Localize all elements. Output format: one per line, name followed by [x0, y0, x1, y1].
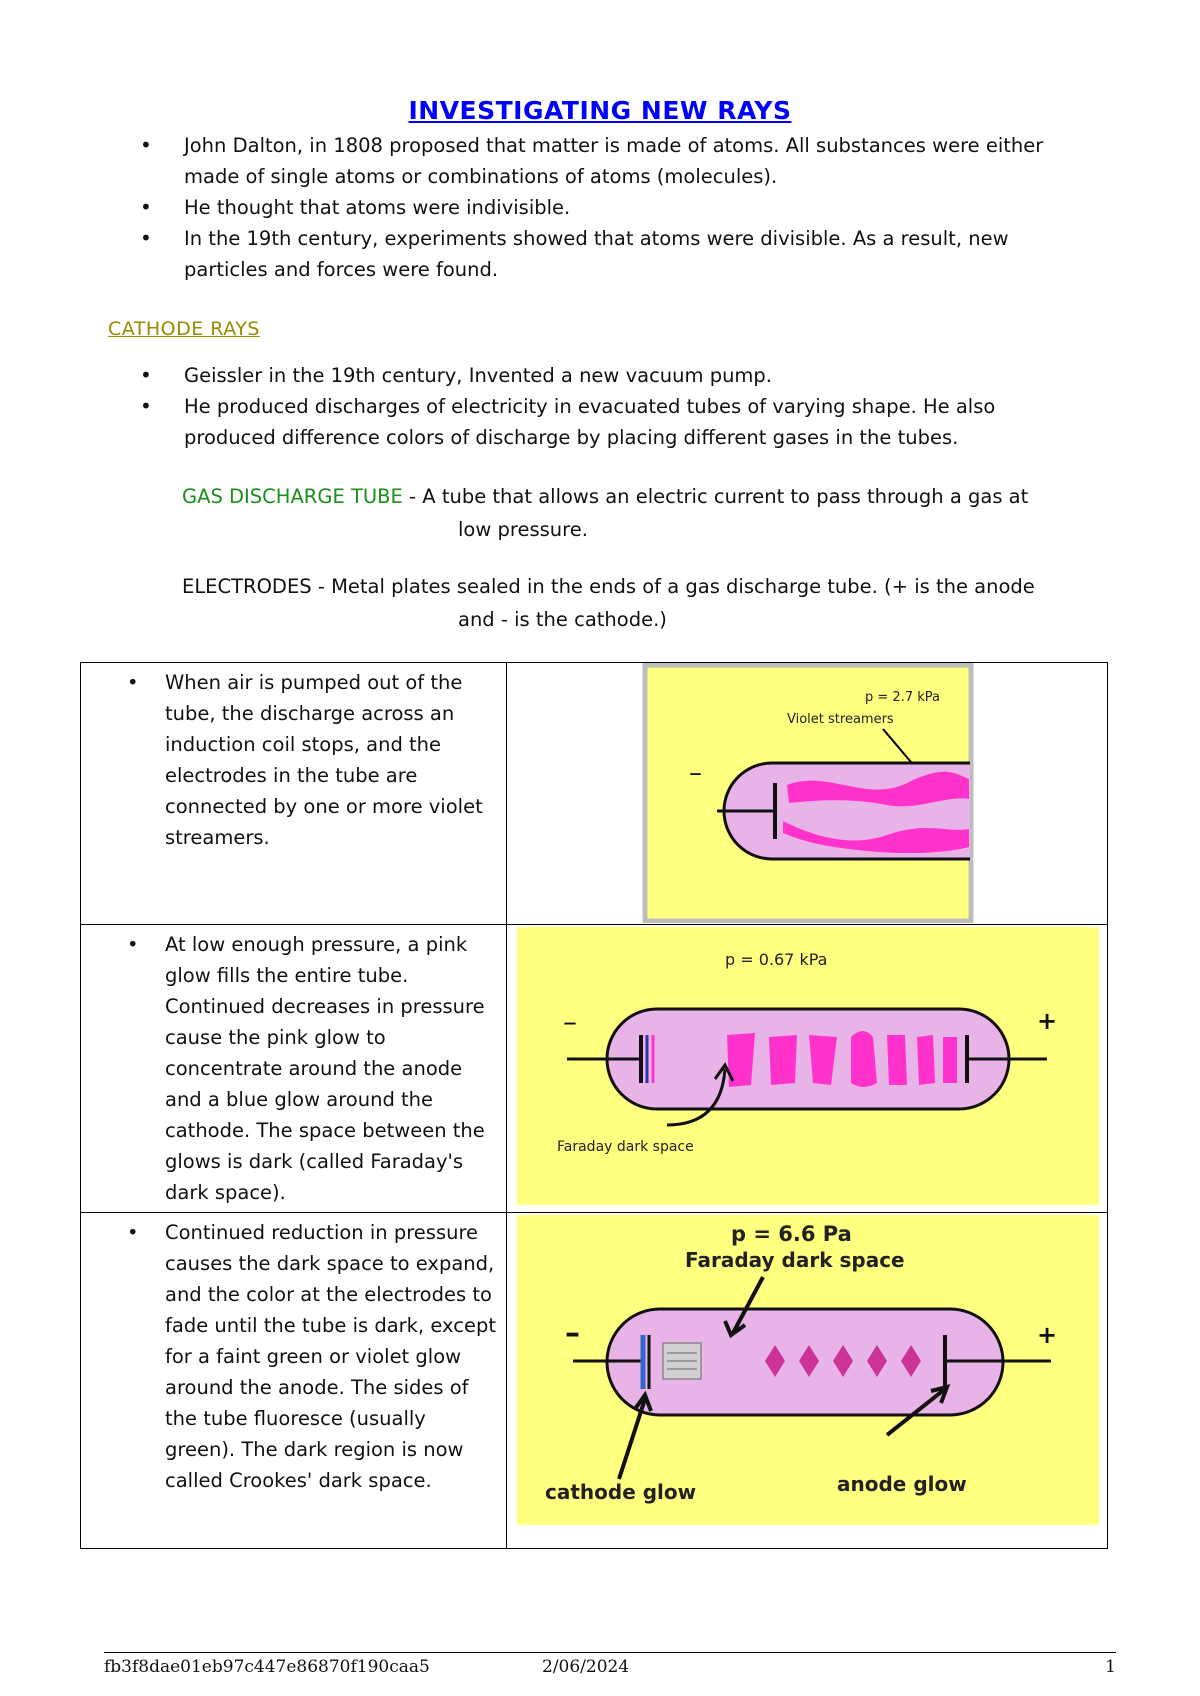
figure-3-label-left: cathode glow: [545, 1480, 697, 1504]
table-cell-figure: [507, 663, 1108, 925]
table-row: [81, 663, 1108, 925]
discharge-table: [80, 662, 1108, 1549]
figure-3-label: Faraday dark space: [685, 1248, 905, 1272]
table-cell-figure: [507, 1213, 1108, 1549]
table-cell-figure: [507, 925, 1108, 1213]
gas-discharge-tube-text-2: low pressure.: [458, 518, 588, 541]
gas-discharge-tube-definition: [182, 480, 1122, 546]
row-2-text: • At low enough pressure, a pink glow fills the entire tube. Continued decreases in pressure cause the pink glow to concentrate around the anode and a blue glow around the cathode. The space between the glows is dark (called Faraday's dark space).: [81, 925, 506, 1208]
footer-date: 2/06/2024: [542, 1657, 630, 1677]
figure-violet-streamers: [507, 663, 1107, 923]
intro-bullet-2: • He thought that atoms were indivisible.: [140, 192, 1090, 223]
figure-1-pressure: p = 2.7 kPa: [865, 690, 940, 705]
gas-discharge-tube-term: GAS DISCHARGE TUBE: [182, 485, 403, 508]
figure-1-label: Violet streamers: [787, 712, 894, 727]
figure-3-plus: +: [1037, 1321, 1058, 1349]
figure-crookes-dark-space: [507, 1213, 1107, 1547]
table-row: [81, 925, 1108, 1213]
row-3-text: • Continued reduction in pressure causes the dark space to expand, and the color at the electrodes to fade until the tube is dark, except for a faint green or violet glow around the anode. The sides of the tube fluoresce (usually green). The dark region is now called Crookes' dark space.: [81, 1213, 506, 1496]
cathode-bullet-1: • Geissler in the 19th century, Invented a new vacuum pump.: [140, 360, 1090, 391]
page-title: INVESTIGATING NEW RAYS: [408, 96, 792, 125]
page-footer: [104, 1652, 1116, 1677]
figure-3-minus: –: [565, 1316, 580, 1351]
electrodes-text: ELECTRODES - Metal plates sealed in the ends of a gas discharge tube. (+ is the anode: [182, 575, 1035, 598]
figure-3-label-right: anode glow: [837, 1472, 967, 1496]
section-heading: CATHODE RAYS: [108, 318, 260, 340]
definition-dash: -: [402, 485, 423, 508]
intro-bullet-list: [140, 130, 1090, 285]
cathode-bullet-list: [140, 360, 1090, 453]
row-1-text: • When air is pumped out of the tube, the discharge across an induction coil stops, and the electrodes in the tube are connected by one or more violet streamers.: [81, 663, 506, 853]
cathode-bullet-2: • He produced discharges of electricity in evacuated tubes of varying shape. He also produced difference colors of discharge by placing different gases in the tubes.: [140, 391, 1090, 453]
footer-doc-id: fb3f8dae01eb97c447e86870f190caa5: [104, 1657, 430, 1677]
table-cell-text: [81, 1213, 507, 1549]
gas-discharge-tube-text: A tube that allows an electric current to pass through a gas at: [422, 485, 1029, 508]
figure-faraday-dark-space: [507, 925, 1107, 1211]
table-cell-text: [81, 663, 507, 925]
figure-2-label: Faraday dark space: [557, 1139, 694, 1155]
intro-bullet-3: • In the 19th century, experiments showed that atoms were divisible. As a result, new particles and forces were found.: [140, 223, 1090, 285]
electrodes-definition: [182, 570, 1122, 636]
table-row: [81, 1213, 1108, 1549]
intro-bullet-1: • John Dalton, in 1808 proposed that matter is made of atoms. All substances were either made of single atoms or combinations of atoms (molecules).: [140, 130, 1090, 192]
footer-page-number: 1: [1105, 1657, 1116, 1677]
figure-2-plus: +: [1037, 1007, 1058, 1035]
figure-2-minus: –: [563, 1005, 577, 1038]
electrodes-text-2: and - is the cathode.): [458, 608, 667, 631]
figure-2-pressure: p = 0.67 kPa: [725, 950, 828, 969]
figure-1-minus: –: [689, 758, 702, 788]
figure-3-pressure: p = 6.6 Pa: [731, 1222, 852, 1246]
table-cell-text: [81, 925, 507, 1213]
